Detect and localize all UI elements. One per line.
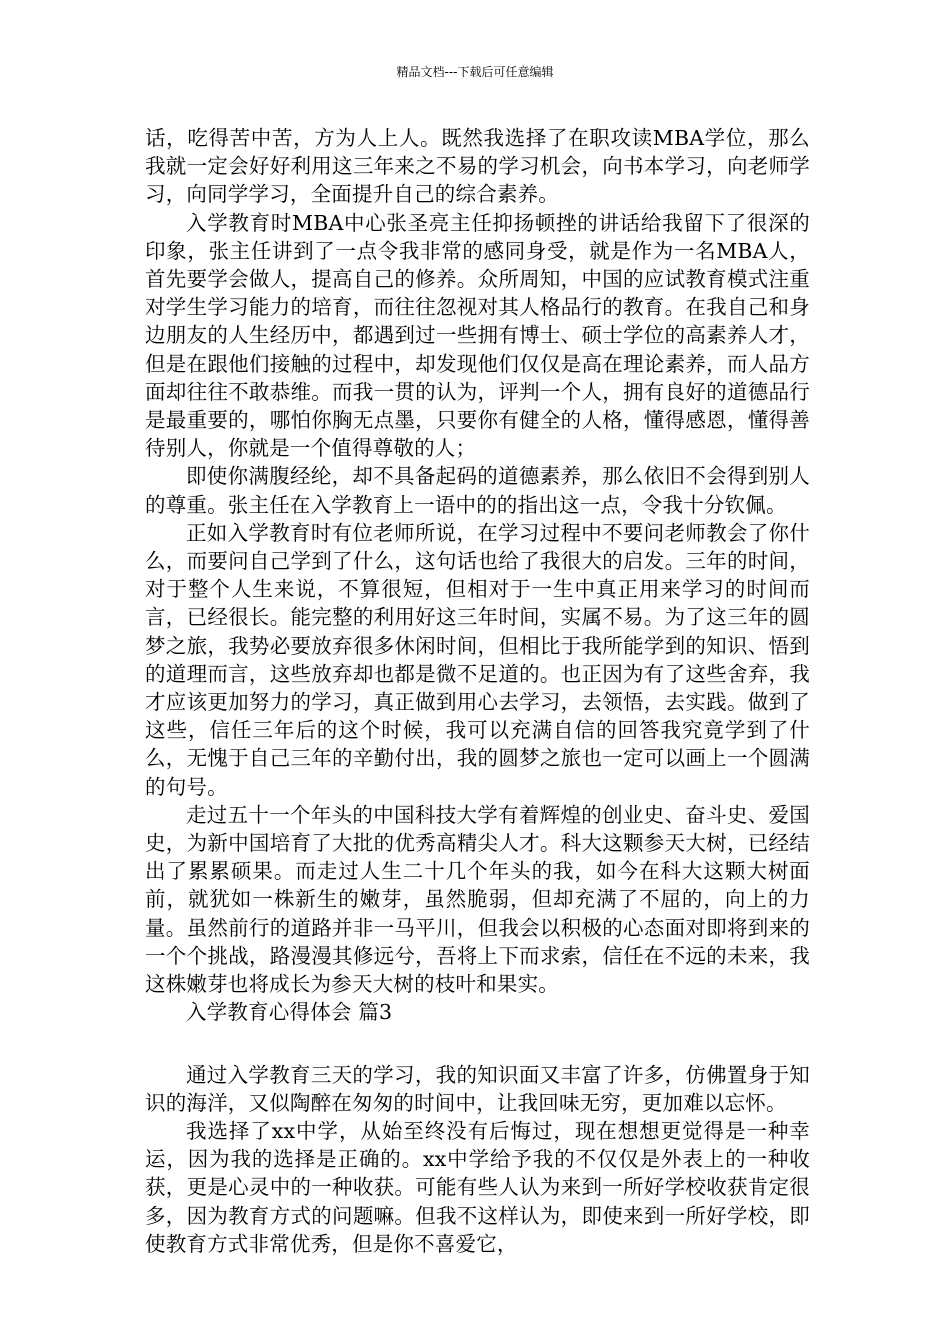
blank-line xyxy=(145,1027,810,1061)
paragraph-6: 通过入学教育三天的学习，我的知识面又丰富了许多，仿佛置身于知识的海洋，又似陶醉在匆匆的时间中，让我回味无穷，更加难以忘怀。 xyxy=(145,1062,810,1115)
paragraph-5: 走过五十一个年头的中国科技大学有着辉煌的创业史、奋斗史、爱国史，为新中国培育了大批的优秀高精尖人才。科大这颗参天大树，已经结出了累累硕果。而走过人生二十几个年头的我，如今在科大这颗大树面前，就犹如一株新生的嫩芽，虽然脆弱，但却充满了不屈的，向上的力量。虽然前行的道路并非一马平川，但我会以积极的心态面对即将到来的一个个挑战，路漫漫其修远兮，吾将上下而求索，信任在不远的未来，我这株嫩芽也将成长为参天大树的枝叶和果实。 xyxy=(145,802,810,997)
section-heading: 入学教育心得体会 篇3 xyxy=(186,1000,393,1025)
paragraph-1: 话，吃得苦中苦，方为人上人。既然我选择了在职攻读MBA学位，那么我就一定会好好利用这三年来之不易的学习机会，向书本学习，向老师学习，向同学学习，全面提升自己的综合素养。 xyxy=(145,126,810,207)
document-body xyxy=(145,124,810,1258)
paragraph-4: 正如入学教育时有位老师所说，在学习过程中不要问老师教会了你什么，而要问自己学到了什么，这句话也给了我很大的启发。三年的时间，对于整个人生来说，不算很短，但相对于一生中真正用来学习的时间而言，已经很长。能完整的利用好这三年时间，实属不易。为了这三年的圆梦之旅，我势必要放弃很多休闲时间，但相比于我所能学到的知识、悟到的道理而言，这些放弃却也都是微不足道的。也正因为有了这些舍弃，我才应该更加努力的学习，真正做到用心去学习，去领悟，去实践。做到了这些，信任三年后的这个时候，我可以充满自信的回答我究竟学到了什么，无愧于自己三年的辛勤付出，我的圆梦之旅也一定可以画上一个圆满的句号。 xyxy=(145,520,810,799)
paragraph-3: 即使你满腹经纶，却不具备起码的道德素养，那么依旧不会得到别人的尊重。张主任在入学教育上一语中的的指出这一点，令我十分钦佩。 xyxy=(145,464,810,517)
paragraph-2: 入学教育时MBA中心张圣亮主任抑扬顿挫的讲话给我留下了很深的印象，张主任讲到了一点令我非常的感同身受，就是作为一名MBA人，首先要学会做人，提高自己的修养。众所周知，中国的应试教育模式注重对学生学习能力的培育，而往往忽视对其人格品行的教育。在我自己和身边朋友的人生经历中，都遇到过一些拥有博士、硕士学位的高素养人才，但是在跟他们接触的过程中，却发现他们仅仅是高在理论素养，而人品方面却往往不敢恭维。而我一贯的认为，评判一个人，拥有良好的道德品行是最重要的，哪怕你胸无点墨，只要你有健全的人格，懂得感恩，懂得善待别人，你就是一个值得尊敬的人； xyxy=(145,210,810,461)
page-header: 精品文档---下载后可任意编辑 xyxy=(396,65,554,79)
paragraph-7: 我选择了xx中学，从始至终没有后悔过，现在想想更觉得是一种幸运，因为我的选择是正确的。xx中学给予我的不仅仅是外表上的一种收获，更是心灵中的一种收获。可能有些人认为来到一所好学校收获肯定很多，因为教育方式的问题嘛。但我不这样认为，即使来到一所好学校，即使教育方式非常优秀，但是你不喜爱它， xyxy=(145,1118,810,1256)
